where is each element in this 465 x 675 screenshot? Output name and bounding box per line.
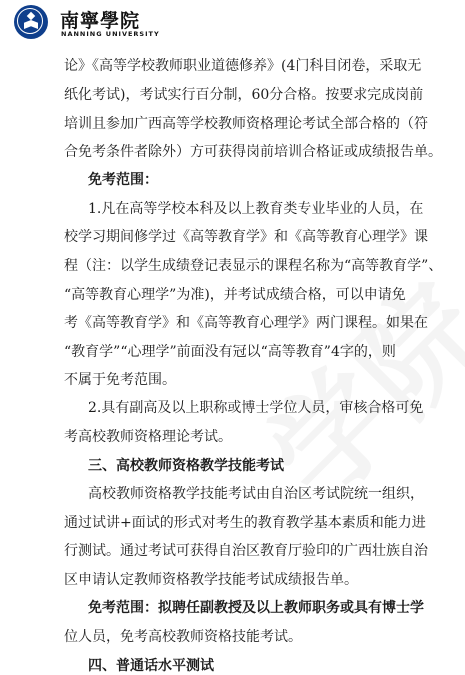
body-line: 考高校教师资格理论考试。: [64, 429, 232, 446]
page-header: [0, 0, 465, 44]
section-heading: 三、高校教师资格教学技能考试: [88, 458, 284, 474]
body-line: 位人员，免考高校教师资格技能考试。: [64, 629, 302, 646]
body-line: 行测试。通过考试可获得自治区教育厅验印的广西壮族自治: [64, 542, 428, 559]
body-line: 培训且参加广西高等学校教师资格理论考试全部合格的（符: [64, 115, 428, 132]
body-line: 区申请认定教师资格教学技能考试成绩报告单。: [64, 571, 358, 588]
body-line: “高等教育心理学”为准)，并考试成绩合格，可以申请免: [64, 286, 406, 303]
body-line: 纸化考试)，考试实行百分制，60分合格。按要求完成岗前: [64, 86, 424, 103]
university-name-en: NANNING UNIVERSITY: [61, 30, 160, 38]
body-line: 校学习期间修学过《高等教育学》和《高等教育心理学》课: [64, 229, 428, 246]
exemption-line: 免考范围：拟聘任副教授及以上教师职务或具有博士学: [88, 600, 424, 617]
body-line: 高校教师资格教学技能考试由自治区考试院统一组织，: [88, 485, 424, 502]
body-line: 程（注：以学生成绩登记表显示的课程名称为“高等教育学”、: [64, 258, 443, 274]
body-line: 论》《高等学校教师职业道德修养》(4门科目闭卷，采取无: [64, 58, 422, 74]
university-name-cn: 南寧學院: [60, 10, 141, 32]
body-line: 1.凡在高等学校本科及以上教育类专业毕业的人员，在: [88, 201, 424, 218]
body-line: “教育学”“心理学”前面没有冠以“高等教育”4字的，则: [64, 343, 396, 360]
body-line: 2.具有副高及以上职称或博士学位人员，审核合格可免: [88, 400, 424, 417]
body-line: 通过试讲+面试的形式对考生的教育教学基本素质和能力进: [64, 514, 426, 531]
section-heading: 四、普通话水平测试: [88, 658, 214, 674]
university-logo-icon: [14, 5, 48, 39]
exemption-heading: 免考范围：: [88, 172, 158, 189]
body-line: 不属于免考范围。: [64, 372, 176, 389]
body-line: 考《高等教育学》和《高等教育心理学》两门课程。如果在: [64, 314, 428, 331]
body-line: 合免考条件者除外）方可获得岗前培训合格证或成绩报告单。: [64, 143, 442, 160]
